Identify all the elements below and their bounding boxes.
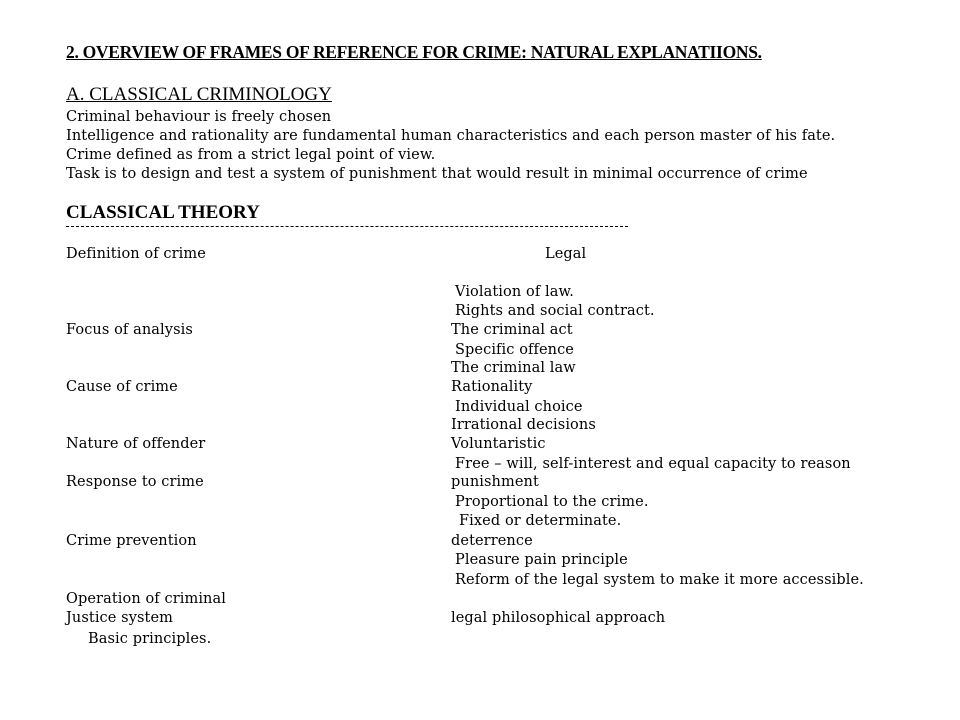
row-value: The criminal law — [451, 360, 576, 376]
row-value: punishment — [451, 474, 539, 490]
row-label: Focus of analysis — [66, 322, 193, 338]
row-value: Voluntaristic — [451, 436, 546, 452]
row-label: Nature of offender — [66, 436, 206, 452]
row-label: Justice system — [66, 610, 173, 626]
row-value: Violation of law. — [455, 284, 574, 300]
row-label: Cause of crime — [66, 379, 178, 395]
section-a-heading: A. CLASSICAL CRIMINOLOGY — [66, 84, 332, 105]
theory-heading: CLASSICAL THEORY — [66, 202, 260, 223]
row-value: Pleasure pain principle — [455, 552, 628, 568]
row-value: Rights and social contract. — [455, 303, 655, 319]
row-label: Basic principles. — [88, 631, 212, 647]
row-value: Legal — [545, 246, 587, 262]
row-label: Response to crime — [66, 474, 204, 490]
row-value: legal philosophical approach — [451, 610, 666, 626]
row-value: Reform of the legal system to make it more accessible. — [455, 572, 864, 588]
dashed-divider — [66, 226, 628, 228]
section-a-line: Criminal behaviour is freely chosen — [66, 109, 332, 125]
row-label: Definition of crime — [66, 246, 206, 262]
row-label: Operation of criminal — [66, 591, 226, 607]
row-value: Proportional to the crime. — [455, 494, 649, 510]
section-a-line: Crime defined as from a strict legal point of view. — [66, 147, 436, 163]
row-value: Irrational decisions — [451, 417, 596, 433]
section-a-line: Intelligence and rationality are fundamental human characteristics and each person master of his fate. — [66, 128, 836, 144]
row-value: Rationality — [451, 379, 533, 395]
row-label: Crime prevention — [66, 533, 197, 549]
row-value: The criminal act — [451, 322, 573, 338]
row-value: deterrence — [451, 533, 533, 549]
row-value: Individual choice — [455, 399, 583, 415]
row-value: Specific offence — [455, 342, 574, 358]
row-value: Fixed or determinate. — [459, 513, 622, 529]
page-title: 2. OVERVIEW OF FRAMES OF REFERENCE FOR CRIME: NATURAL EXPLANATIIONS. — [66, 42, 762, 62]
section-a-line: Task is to design and test a system of punishment that would result in minimal occurrence of crime — [66, 166, 808, 182]
row-value: Free – will, self-interest and equal capacity to reason — [455, 456, 851, 472]
